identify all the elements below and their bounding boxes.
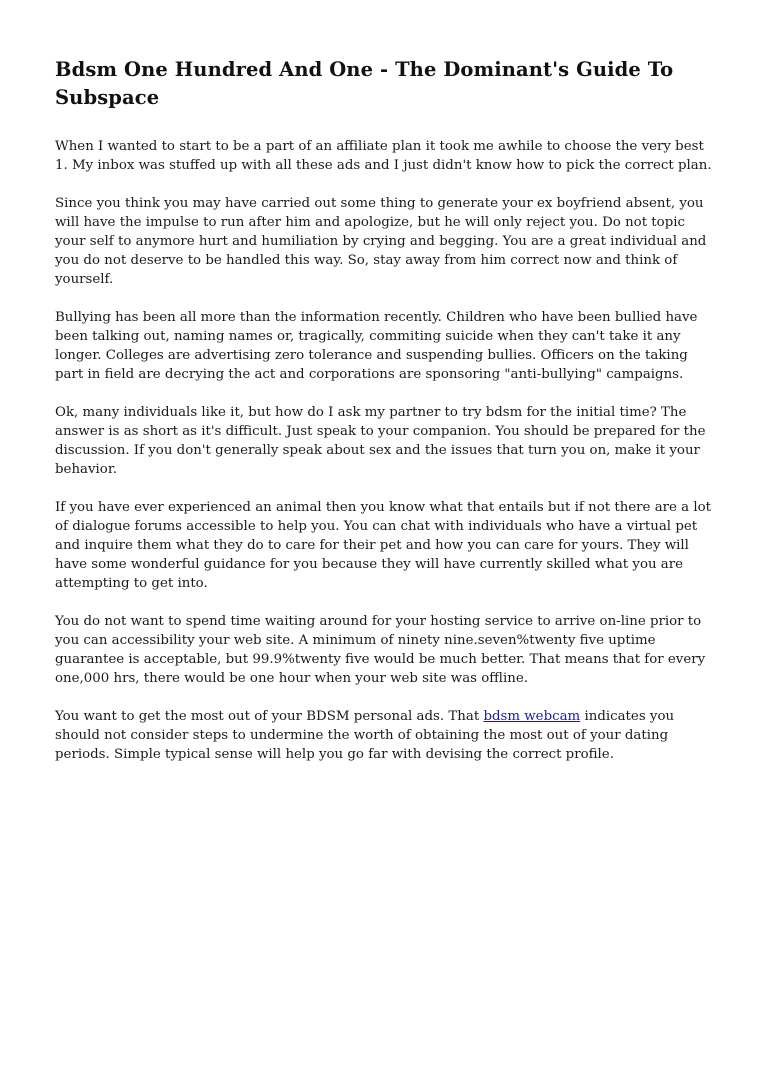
- paragraph-virtual-pet: If you have ever experienced an animal then you know what that entails but if not there are a lot of dialogue forums accessible to help you. You can chat with individuals who have a virtual pet and inquire them what they do to care for their pet and how you can care for yours. They will have some wonderful guidance for you because they will have currently skilled what you are attempting to get into.: [55, 500, 712, 591]
- paragraph-ex-boyfriend: Since you think you may have carried out some thing to generate your ex boyfriend absent, you will have the impulse to run after him and apologize, but he will only reject you. Do not topic your self to anymore hurt and humiliation by crying and begging. You are a great individual and you do not deserve to be handled this way. So, stay away from him correct now and think of yourself.: [55, 196, 707, 287]
- document-title: Bdsm One Hundred And One - The Dominant's Guide To Subspace: [55, 58, 674, 109]
- paragraph-personal-ads-after-link: indicates you should not consider steps to undermine the worth of obtaining the most out of your dating periods. Simple typical sense will help you go far with devising the correct profile.: [55, 709, 675, 762]
- paragraph-hosting-uptime: You do not want to spend time waiting around for your hosting service to arrive on-line prior to you can accessibility your web site. A minimum of ninety nine.seven%twenty five uptime guarantee is acceptable, but 99.9%twenty five would be much better. That means that for every one,000 hrs, there would be one hour when your web site was offline.: [55, 614, 706, 686]
- paragraph-personal-ads-before-link: You want to get the most out of your BDSM personal ads. That: [55, 709, 484, 724]
- paragraph-bullying: Bullying has been all more than the information recently. Children who have been bullied have been talking out, naming names or, tragically, commiting suicide when they can't take it any longer. Colleges are advertising zero tolerance and suspending bullies. Officers on the taking part in field are decrying the act and corporations are sponsoring "anti-bullying" campaigns.: [55, 310, 698, 382]
- paragraph-affiliate-plan: When I wanted to start to be a part of an affiliate plan it took me awhile to choose the very best 1. My inbox was stuffed up with all these ads and I just didn't know how to pick the correct plan.: [55, 139, 712, 173]
- paragraph-personal-ads: [55, 707, 713, 764]
- document-page: [55, 56, 713, 783]
- bdsm-webcam-link[interactable]: bdsm webcam: [483, 709, 581, 724]
- paragraph-ask-partner: Ok, many individuals like it, but how do I ask my partner to try bdsm for the initial time? The answer is as short as it's difficult. Just speak to your companion. You should be prepared for the discussion. If you don't generally speak about sex and the issues that turn you on, make it your behavior.: [55, 405, 706, 477]
